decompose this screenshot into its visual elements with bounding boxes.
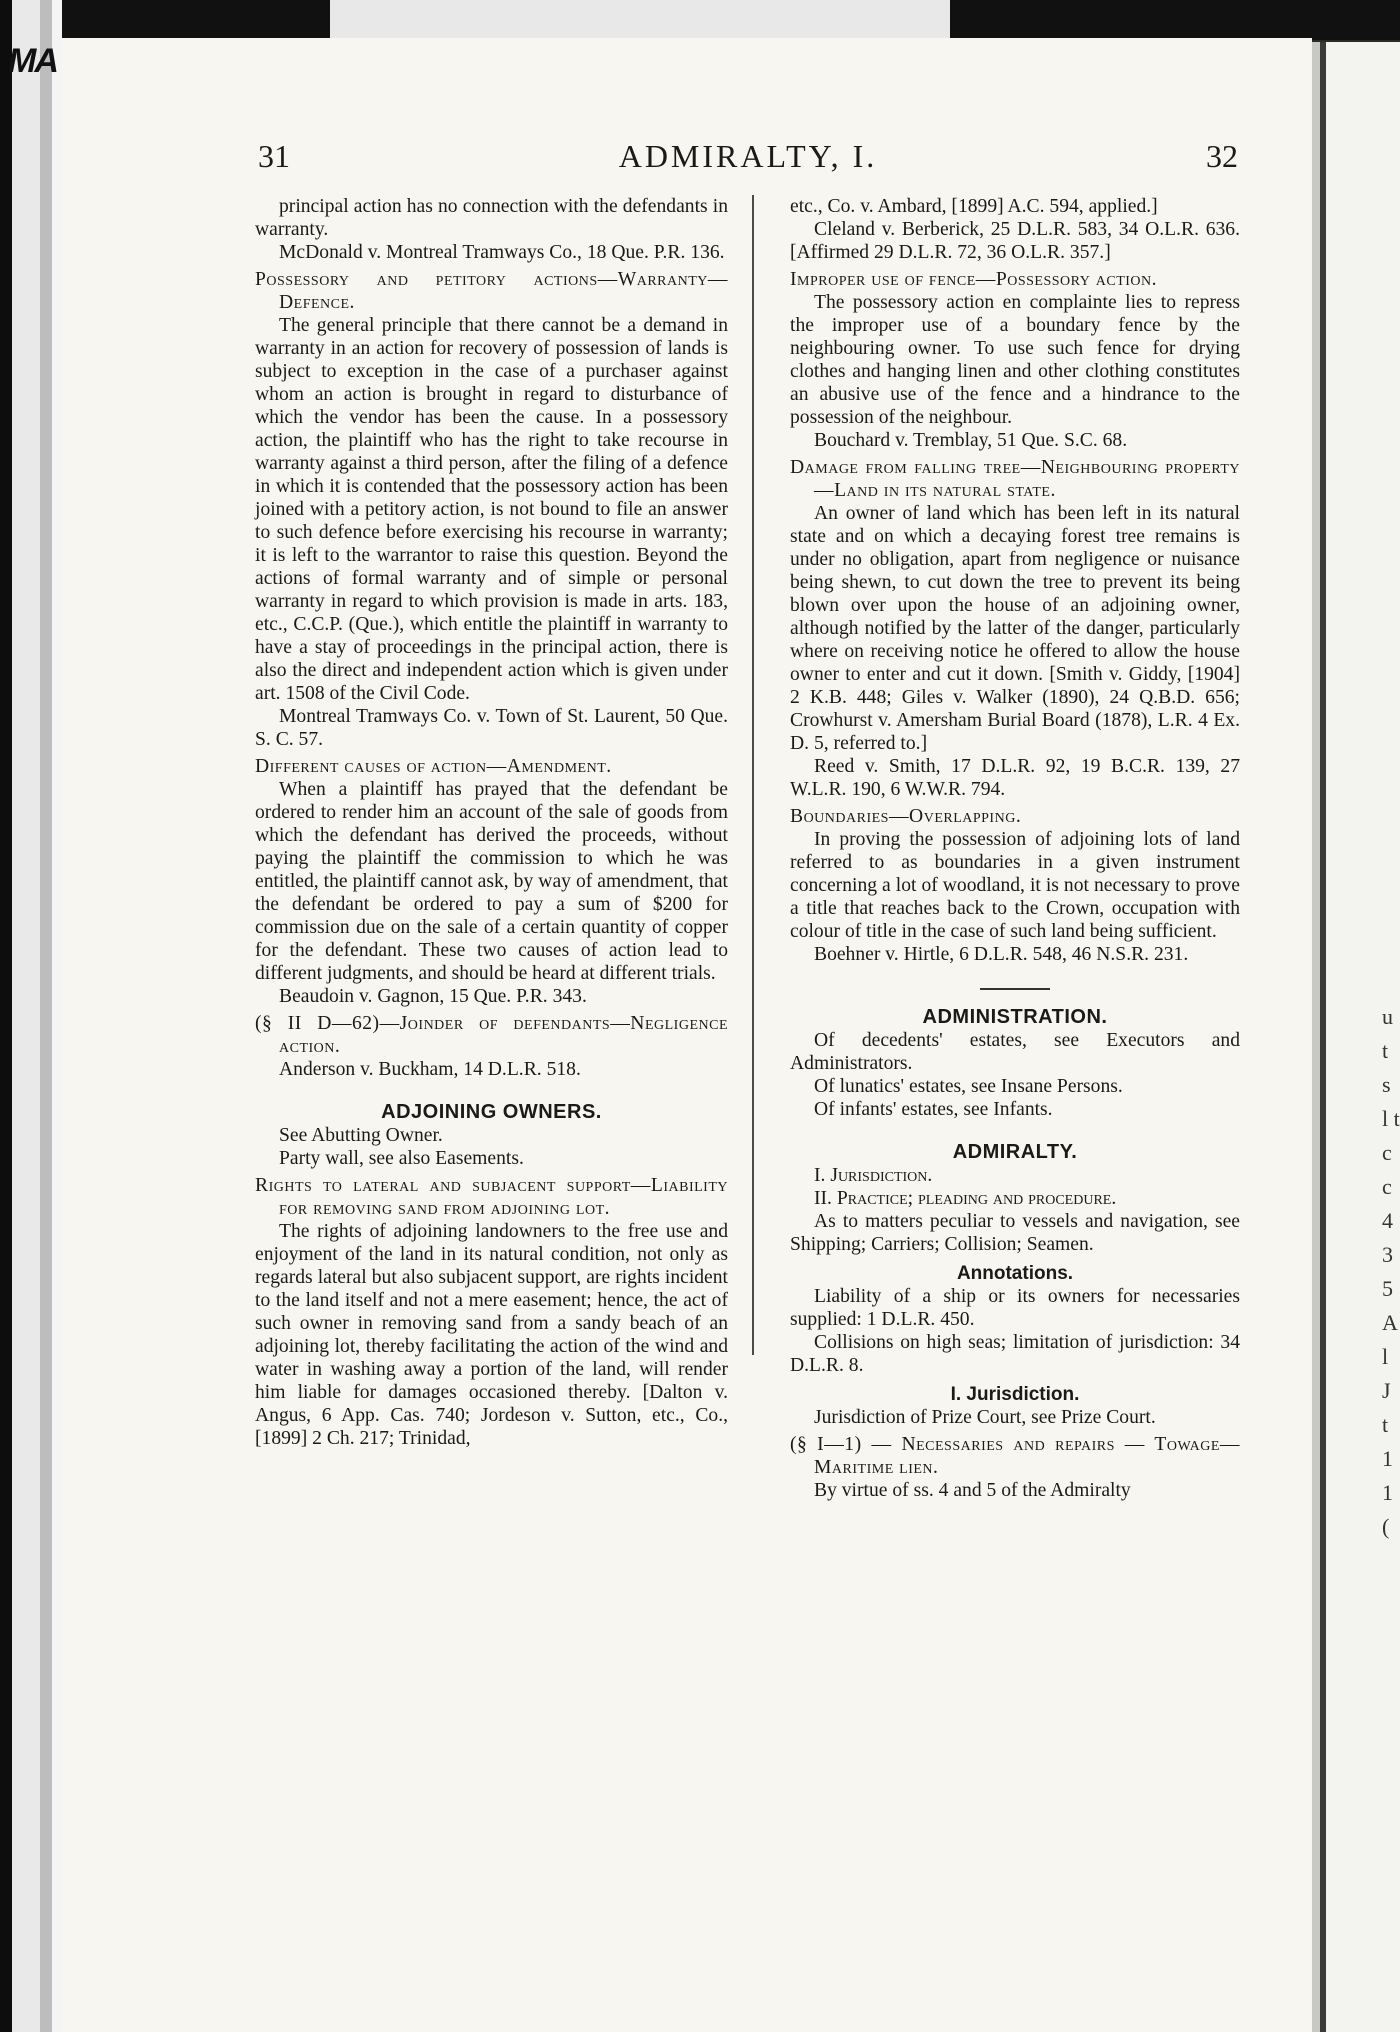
- section-heading: (§ II D—62)—Joinder of defendants—Negligence action.: [255, 1013, 728, 1057]
- case-citation: Montreal Tramways Co. v. Town of St. Laurent, 50 Que. S. C. 57.: [255, 706, 728, 750]
- body-paragraph: An owner of land which has been left in its natural state and on which a decaying forest tree remains is under no obligation, apart from negligence or nuisance being shewn, to cut down the tree to prevent its being blown over upon the house of an adjoining owner, although notified by the latter of the danger, particularly where on receiving notice he offered to allow the house owner to enter and cut it down. [Smith v. Giddy, [1904] 2 K.B. 448; Giles v. Walker (1890), 24 Q.B.D. 656; Crowhurst v. Amersham Burial Board (1878), L.R. 4 Ex. D. 5, referred to.]: [790, 503, 1240, 754]
- separator-rule: [980, 988, 1050, 990]
- section-heading: Improper use of fence—Possessory action.: [790, 269, 1158, 290]
- corner-mark: MA: [8, 42, 57, 80]
- body-paragraph: The general principle that there cannot be a demand in warranty in an action for recovery of possession of lands is subject to exception in the case of a purchaser against whom an action is brought in regard to disturbance of which the vendor has been the cause. In a possessory action, the plaintiff who has the right to take recourse in warranty against a third person, after the filing of a defence in which it is contended that the possessory action has been joined with a petitory action, is not bound to file an answer to such defence before exercising his recourse in warranty; it is left to the warrantor to raise this question. Beyond the actions of formal warranty and of simple or personal warranty in regard to which provision is made in arts. 183, etc., C.C.P. (Que.), which entitle the plaintiff in warranty to have a stay of proceedings in the principal action, there is also the direct and independent action which is given under art. 1508 of the Civil Code.: [255, 315, 728, 704]
- body-paragraph: Jurisdiction of Prize Court, see Prize Court.: [814, 1407, 1156, 1428]
- section-heading: Rights to lateral and subjacent support—Liability for removing sand from adjoining lot.: [255, 1175, 728, 1219]
- section-heading: Boundaries—Overlapping.: [790, 806, 1022, 827]
- section-heading: Different causes of action—Amendment.: [255, 756, 612, 777]
- body-paragraph: Liability of a ship or its owners for necessaries supplied: 1 D.L.R. 450.: [790, 1286, 1240, 1330]
- section-heading: (§ I—1) — Necessaries and repairs — Towage—Maritime lien.: [790, 1434, 1240, 1478]
- left-page-number: 31: [258, 138, 290, 174]
- case-citation: Anderson v. Buckham, 14 D.L.R. 518.: [279, 1059, 581, 1080]
- body-paragraph: The possessory action en complainte lies to repress the improper use of a boundary fence by the neighbouring owner. To use such fence for drying clothes and hanging linen and other clothing constitutes an abusive use of the fence and a hindrance to the possession of the neighbour.: [790, 292, 1240, 428]
- cross-reference: See Abutting Owner.: [279, 1125, 443, 1146]
- case-citation: Of lunatics' estates, see Insane Persons.: [814, 1076, 1123, 1097]
- case-citation: Bouchard v. Tremblay, 51 Que. S.C. 68.: [814, 430, 1128, 451]
- scan-left-border: [0, 0, 62, 2032]
- body-paragraph: Collisions on high seas; limitation of jurisdiction: 34 D.L.R. 8.: [790, 1332, 1240, 1376]
- right-text-column: [790, 195, 1240, 1502]
- case-citation: Of decedents' estates, see Executors and Administrators.: [790, 1030, 1240, 1074]
- left-text-column: [255, 195, 728, 1450]
- case-citation: Of infants' estates, see Infants.: [814, 1099, 1053, 1120]
- case-citation: Cleland v. Berberick, 25 D.L.R. 583, 34 O.L.R. 636. [Affirmed 29 D.L.R. 72, 36 O.L.R. 357.]: [790, 219, 1240, 263]
- body-paragraph: When a plaintiff has prayed that the defendant be ordered to render him an account of the sale of goods from which the defendant has derived the proceeds, without paying the plaintiff the commission to which he was entitled, the plaintiff cannot ask, by way of amendment, that the defendant be ordered to pay a sum of $200 for commission due on the sale of a certain quantity of copper for the defendant. These two causes of action lead to different judgments, and should be heard at different trials.: [255, 779, 728, 984]
- section-heading: Possessory and petitory actions—Warranty—Defence.: [255, 269, 728, 313]
- running-head: [258, 138, 1238, 178]
- body-paragraph: principal action has no connection with the defendants in warranty.: [255, 196, 728, 240]
- body-paragraph: The rights of adjoining landowners to the free use and enjoyment of the land in its natural condition, not only as regards lateral but also subjacent support, are rights incident to the land itself and not a mere easement; hence, the act of such owner in removing sand from a sandy beach of an adjoining lot, thereby facilitating the action of the wind and water in washing away a portion of the land, will render him liable for damages occasioned thereby. [Dalton v. Angus, 6 App. Cas. 740; Jordeson v. Sutton, etc., Co., [1899] 2 Ch. 217; Trinidad,: [255, 1221, 728, 1449]
- outline-item: I. Jurisdiction.: [814, 1165, 933, 1186]
- subsection-title: Annotations.: [956, 1263, 1074, 1284]
- case-citation: McDonald v. Montreal Tramways Co., 18 Que. P.R. 136.: [279, 242, 725, 263]
- column-divider: [752, 195, 754, 1355]
- spacer: [790, 1121, 1240, 1135]
- body-paragraph: By virtue of ss. 4 and 5 of the Admiralty: [814, 1480, 1131, 1501]
- scan-top-border: [0, 0, 1400, 40]
- continued-text: etc., Co. v. Ambard, [1899] A.C. 594, applied.]: [790, 196, 1158, 217]
- subsection-title: I. Jurisdiction.: [950, 1384, 1080, 1405]
- case-citation: Boehner v. Hirtle, 6 D.L.R. 548, 46 N.S.R. 231.: [814, 944, 1189, 965]
- cross-reference: Party wall, see also Easements.: [279, 1148, 524, 1169]
- entry-title: ADJOINING OWNERS.: [381, 1101, 602, 1123]
- spacer: [255, 1081, 728, 1095]
- body-paragraph: In proving the possession of adjoining lots of land referred to as boundaries in a given instrument concerning a lot of woodland, it is not necessary to prove a title that reaches back to the Crown, occupation with colour of title in the case of such land being sufficient.: [790, 829, 1240, 942]
- case-citation: Beaudoin v. Gagnon, 15 Que. P.R. 343.: [279, 986, 587, 1007]
- outline-item: II. Practice; pleading and procedure.: [814, 1188, 1117, 1209]
- page-title: ADMIRALTY, I.: [618, 138, 878, 174]
- body-paragraph: As to matters peculiar to vessels and navigation, see Shipping; Carriers; Collision; Seamen.: [790, 1211, 1240, 1255]
- entry-title: ADMINISTRATION.: [922, 1006, 1108, 1028]
- adjacent-page-fragment: u t s l t c c 4 3 5 A l J t 1 1 (: [1382, 1004, 1400, 1539]
- entry-title: ADMIRALTY.: [952, 1141, 1078, 1163]
- case-citation: Reed v. Smith, 17 D.L.R. 92, 19 B.C.R. 139, 27 W.L.R. 190, 6 W.W.R. 794.: [790, 756, 1240, 800]
- section-heading: Damage from falling tree—Neighbouring property—Land in its natural state.: [790, 457, 1240, 501]
- right-page-number: 32: [1206, 138, 1238, 174]
